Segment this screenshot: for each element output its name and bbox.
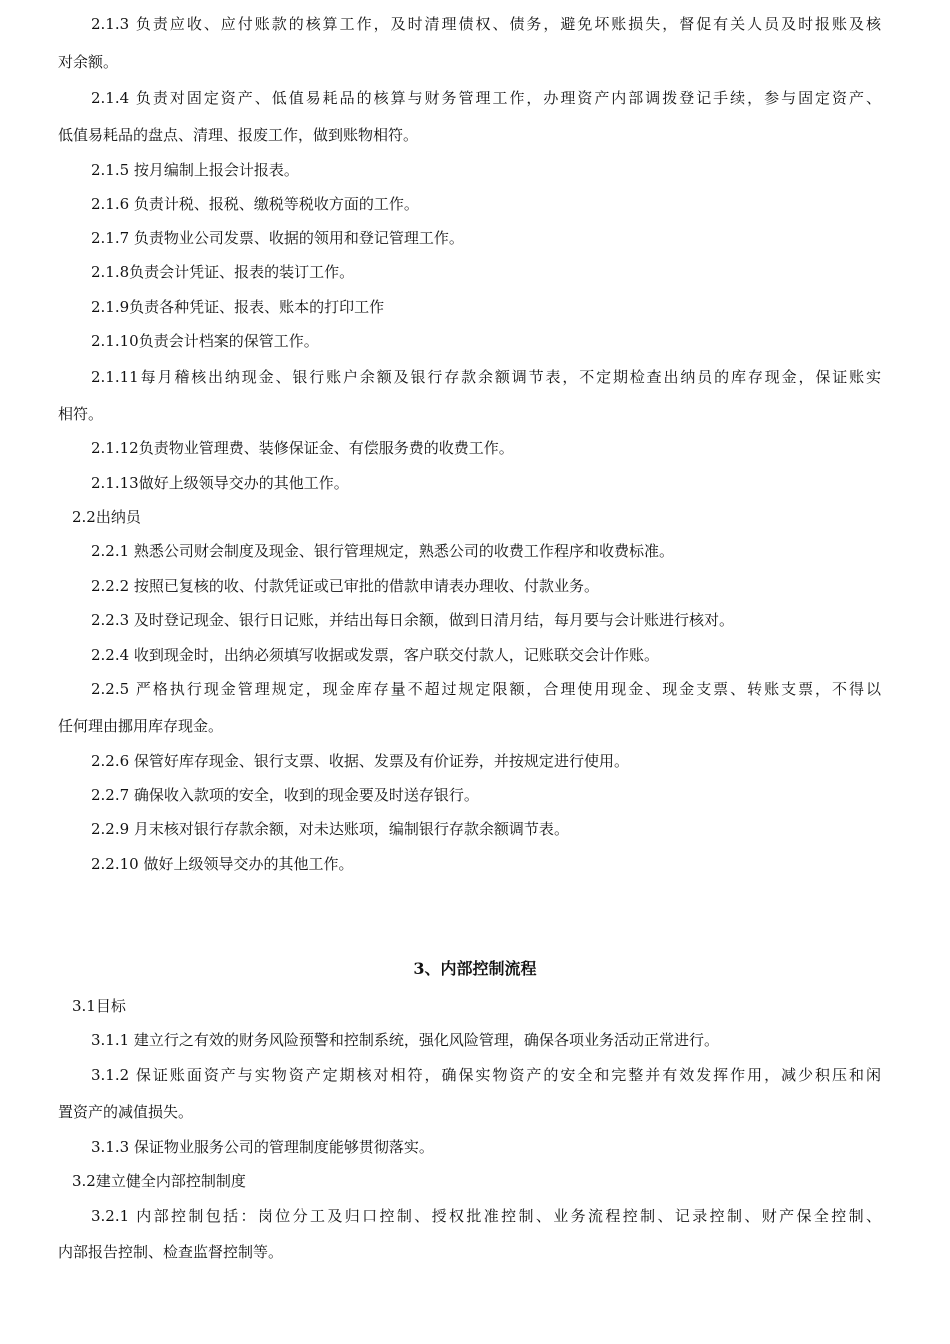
paragraph-2-1-9: 2.1.9负责各种凭证、报表、账本的打印工作 xyxy=(91,298,385,316)
paragraph-2-1-11-line1: 2.1.11每月稽核出纳现金、银行账户余额及银行存款余额调节表，不定期检查出纳员的库存现金，保证账实 xyxy=(91,368,881,386)
paragraph-2-1-11-line2: 相符。 xyxy=(58,405,104,423)
paragraph-2-2-5-line2: 任何理由挪用库存现金。 xyxy=(58,717,224,735)
paragraph-2-1-4-line2: 低值易耗品的盘点、清理、报废工作，做到账物相符。 xyxy=(58,126,419,144)
paragraph-2-1-12: 2.1.12负责物业管理费、装修保证金、有偿服务费的收费工作。 xyxy=(91,439,514,457)
paragraph-2-2-10: 2.2.10 做好上级领导交办的其他工作。 xyxy=(91,855,354,873)
paragraph-2-1-8: 2.1.8负责会计凭证、报表的装订工作。 xyxy=(91,263,355,281)
subheading-2-2: 2.2出纳员 xyxy=(72,508,141,526)
paragraph-2-1-4-line1: 2.1.4 负责对固定资产、低值易耗品的核算与财务管理工作，办理资产内部调拨登记手续，参与固定资产、 xyxy=(91,89,881,107)
paragraph-2-2-6: 2.2.6 保管好库存现金、银行支票、收据、发票及有价证券，并按规定进行使用。 xyxy=(91,752,629,770)
paragraph-3-1-3: 3.1.3 保证物业服务公司的管理制度能够贯彻落实。 xyxy=(91,1138,434,1156)
paragraph-2-2-4: 2.2.4 收到现金时，出纳必须填写收据或发票，客户联交付款人，记账联交会计作账。 xyxy=(91,646,659,664)
paragraph-2-1-7: 2.1.7 负责物业公司发票、收据的领用和登记管理工作。 xyxy=(91,229,464,247)
subheading-3-2: 3.2建立健全内部控制制度 xyxy=(72,1172,246,1190)
paragraph-3-1-2-line1: 3.1.2 保证账面资产与实物资产定期核对相符，确保实物资产的安全和完整并有效发挥作用，减少积压和闲 xyxy=(91,1066,881,1084)
paragraph-2-2-9: 2.2.9 月末核对银行存款余额，对未达账项，编制银行存款余额调节表。 xyxy=(91,820,569,838)
paragraph-2-2-7: 2.2.7 确保收入款项的安全，收到的现金要及时送存银行。 xyxy=(91,786,479,804)
paragraph-2-1-10: 2.1.10负责会计档案的保管工作。 xyxy=(91,332,319,350)
paragraph-2-1-3-line2: 对余额。 xyxy=(58,53,119,71)
paragraph-2-1-13: 2.1.13做好上级领导交办的其他工作。 xyxy=(91,474,349,492)
subheading-3-1: 3.1目标 xyxy=(72,997,126,1015)
paragraph-2-2-1: 2.2.1 熟悉公司财会制度及现金、银行管理规定，熟悉公司的收费工作程序和收费标准。 xyxy=(91,542,674,560)
paragraph-2-1-6: 2.1.6 负责计税、报税、缴税等税收方面的工作。 xyxy=(91,195,419,213)
paragraph-2-2-5-line1: 2.2.5 严格执行现金管理规定，现金库存量不超过规定限额，合理使用现金、现金支票、转账支票，不得以 xyxy=(91,680,881,698)
section-3-title: 3、内部控制流程 xyxy=(413,959,537,978)
paragraph-2-1-5: 2.1.5 按月编制上报会计报表。 xyxy=(91,161,299,179)
paragraph-3-1-2-line2: 置资产的减值损失。 xyxy=(58,1103,194,1121)
paragraph-3-1-1: 3.1.1 建立行之有效的财务风险预警和控制系统，强化风险管理，确保各项业务活动正常进行。 xyxy=(91,1031,719,1049)
paragraph-2-1-3-line1: 2.1.3 负责应收、应付账款的核算工作，及时清理债权、债务，避免坏账损失，督促有关人员及时报账及核 xyxy=(91,15,881,33)
paragraph-3-2-1-line1: 3.2.1 内部控制包括：岗位分工及归口控制、授权批准控制、业务流程控制、记录控制、财产保全控制、 xyxy=(91,1207,881,1225)
paragraph-2-2-2: 2.2.2 按照已复核的收、付款凭证或已审批的借款申请表办理收、付款业务。 xyxy=(91,577,599,595)
paragraph-2-2-3: 2.2.3 及时登记现金、银行日记账，并结出每日余额，做到日清月结，每月要与会计账进行核对。 xyxy=(91,611,734,629)
paragraph-3-2-1-line2: 内部报告控制、检查监督控制等。 xyxy=(58,1243,284,1261)
